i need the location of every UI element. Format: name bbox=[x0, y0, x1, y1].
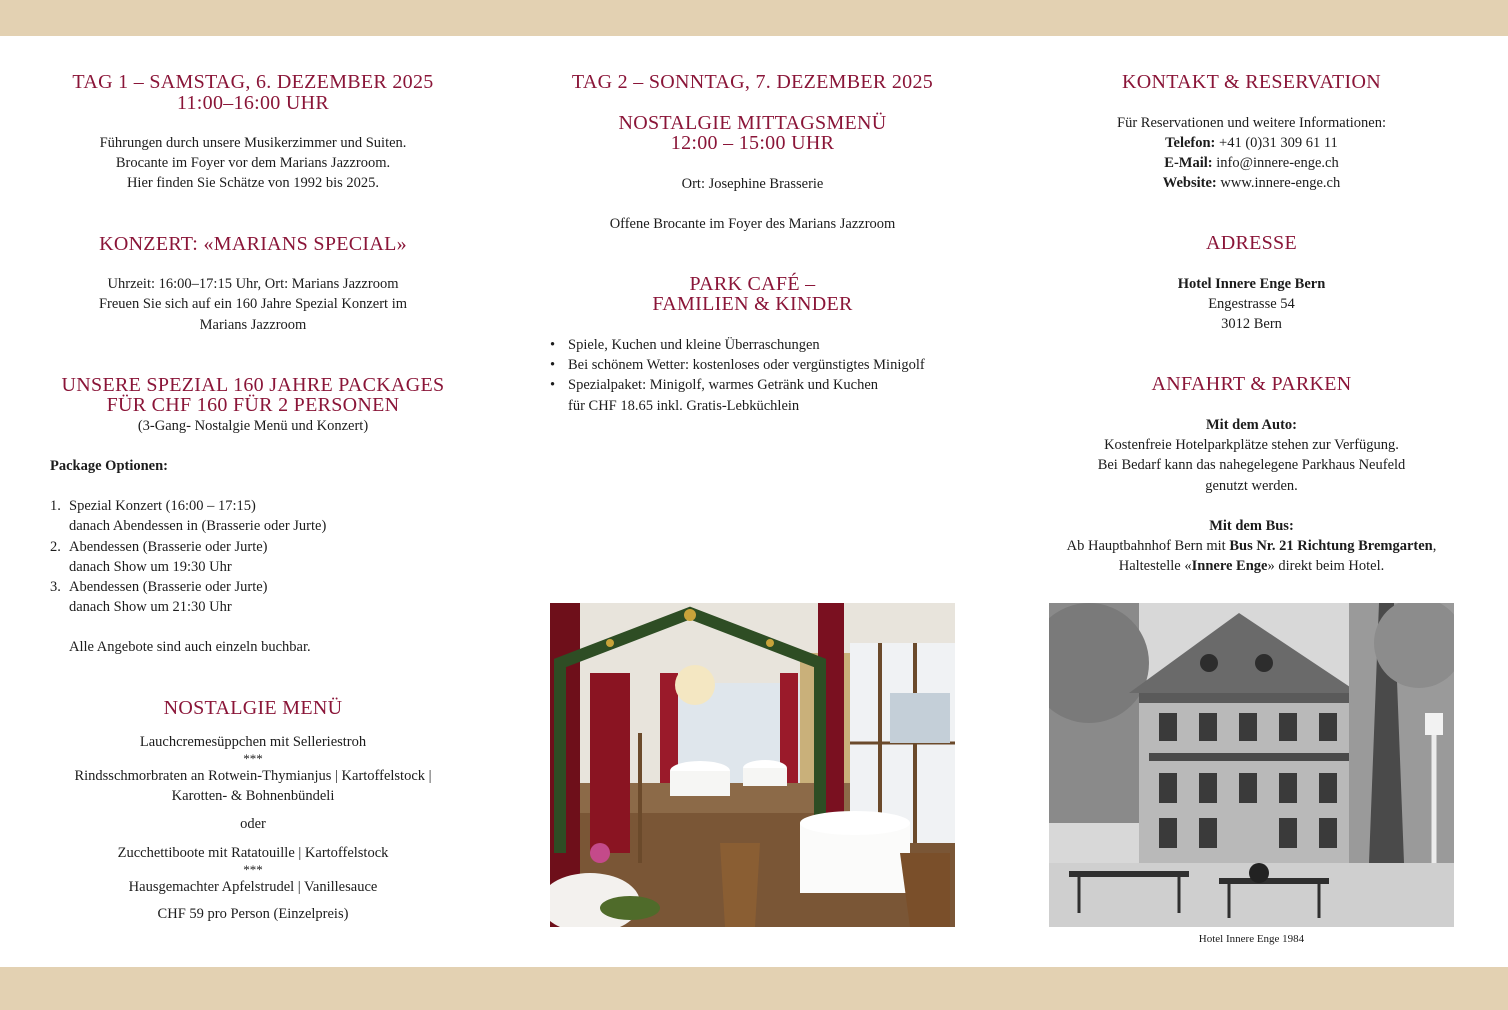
restaurant-interior-photo bbox=[550, 603, 955, 927]
cafe-list bbox=[550, 335, 955, 416]
address-heading: ADRESSE bbox=[1205, 232, 1297, 255]
menu-or: oder bbox=[240, 815, 266, 832]
day2-heading: TAG 2 – SONNTAG, 7. DEZEMBER 2025 bbox=[571, 71, 934, 93]
list-item: 2. Abendessen (Brasserie oder Jurte) danach Show um 19:30 Uhr bbox=[50, 538, 268, 575]
contact-email: E-Mail: info@innere-enge.ch bbox=[1164, 154, 1339, 171]
directions-heading: ANFAHRT & PARKEN bbox=[1151, 373, 1352, 396]
concert-heading: KONZERT: «MARIANS SPECIAL» bbox=[99, 232, 407, 255]
contact-website: Website: www.innere-enge.ch bbox=[1162, 175, 1341, 192]
top-band bbox=[0, 0, 1508, 36]
day2-column bbox=[550, 72, 955, 416]
car-label: Mit dem Auto: bbox=[1205, 416, 1297, 433]
day1-heading: TAG 1 – SAMSTAG, 6. DEZEMBER 2025 11:00–16:00 UHR bbox=[72, 71, 434, 114]
menu-heading: NOSTALGIE MENÜ bbox=[163, 696, 343, 719]
photo-caption: Hotel Innere Enge 1984 bbox=[1198, 933, 1305, 945]
bus-label: Mit dem Bus: bbox=[1209, 517, 1294, 534]
packages-heading: UNSERE SPEZIAL 160 JAHRE PACKAGES FÜR CHF 160 FÜR 2 PERSONEN bbox=[61, 373, 445, 417]
menu-price: CHF 59 pro Person (Einzelpreis) bbox=[157, 906, 349, 923]
menu-separator: *** bbox=[243, 862, 263, 878]
packages-subtitle: (3-Gang- Nostalgie Menü und Konzert) bbox=[137, 417, 369, 434]
bus-line-2: Haltestelle «Innere Enge» direkt beim Hotel. bbox=[1118, 558, 1385, 575]
car-line: Bei Bedarf kann das nahegelegene Parkhaus Neufeld bbox=[1097, 457, 1406, 474]
list-item: • Bei schönem Wetter: kostenloses oder vergünstigtes Minigolf bbox=[550, 355, 955, 375]
lunch-location: Ort: Josephine Brasserie bbox=[681, 175, 824, 192]
address-name: Hotel Innere Enge Bern bbox=[1177, 275, 1326, 292]
contact-intro: Für Reservationen und weitere Informationen: bbox=[1117, 114, 1386, 131]
package-options-list bbox=[50, 496, 456, 617]
cafe-heading: PARK CAFÉ – FAMILIEN & KINDER bbox=[652, 272, 853, 316]
lunch-heading: NOSTALGIE MITTAGSMENÜ 12:00 – 15:00 UHR bbox=[618, 111, 887, 154]
menu-starter: Lauchcremesüppchen mit Selleriestroh bbox=[139, 734, 367, 751]
address-street: Engestrasse 54 bbox=[1208, 296, 1295, 313]
list-item: 3. Abendessen (Brasserie oder Jurte) danach Show um 21:30 Uhr bbox=[50, 578, 268, 616]
bus-line-1: Ab Hauptbahnhof Bern mit Bus Nr. 21 Richtung Bremgarten, bbox=[1066, 537, 1437, 554]
historic-hotel-photo bbox=[1049, 603, 1454, 927]
day1-intro-line: Hier finden Sie Schätze von 1992 bis 2025. bbox=[126, 175, 380, 192]
concert-line: Marians Jazzroom bbox=[199, 316, 307, 333]
menu-dessert: Hausgemachter Apfelstrudel | Vanillesauce bbox=[128, 879, 378, 896]
day1-intro-line: Führungen durch unsere Musikerzimmer und Suiten. bbox=[99, 135, 407, 151]
concert-line: Uhrzeit: 16:00–17:15 Uhr, Ort: Marians Jazzroom bbox=[107, 276, 399, 293]
menu-main-2: Zucchettiboote mit Ratatouille | Kartoffelstock bbox=[117, 844, 389, 861]
address-city: 3012 Bern bbox=[1221, 316, 1282, 333]
car-line: Kostenfreie Hotelparkplätze stehen zur Verfügung. bbox=[1104, 437, 1399, 454]
menu-separator: *** bbox=[243, 751, 263, 767]
bottom-band bbox=[0, 967, 1508, 1010]
contact-heading: KONTAKT & RESERVATION bbox=[1121, 71, 1382, 93]
menu-main-1: Rindsschmorbraten an Rotwein-Thymianjus | Kartoffelstock | Karotten- & Bohnenbündeli bbox=[74, 768, 432, 805]
list-item: 1. Spezial Konzert (16:00 – 17:15) danach Abendessen in (Brasserie oder Jurte) bbox=[50, 498, 327, 535]
website-link[interactable]: www.innere-enge.ch bbox=[1220, 175, 1341, 192]
concert-line: Freuen Sie sich auf ein 160 Jahre Spezial Konzert im bbox=[98, 296, 408, 313]
list-item: • Spiele, Kuchen und kleine Überraschungen bbox=[550, 335, 955, 355]
contact-phone: Telefon: +41 (0)31 309 61 11 bbox=[1165, 134, 1338, 151]
day1-column bbox=[50, 72, 456, 924]
options-label: Package Optionen: bbox=[50, 457, 169, 474]
options-note: Alle Angebote sind auch einzeln buchbar. bbox=[69, 639, 311, 656]
car-line: genutzt werden. bbox=[1205, 477, 1298, 494]
contact-column bbox=[1049, 72, 1454, 576]
phone-link[interactable]: +41 (0)31 309 61 11 bbox=[1219, 134, 1338, 151]
day1-intro-line: Brocante im Foyer vor dem Marians Jazzroom. bbox=[115, 155, 391, 172]
list-item: • Spezialpaket: Minigolf, warmes Getränk und Kuchen für CHF 18.65 inkl. Gratis-Lebküchlein bbox=[550, 375, 955, 415]
brocante-text: Offene Brocante im Foyer des Marians Jazzroom bbox=[609, 215, 896, 232]
email-link[interactable]: info@innere-enge.ch bbox=[1216, 154, 1339, 171]
